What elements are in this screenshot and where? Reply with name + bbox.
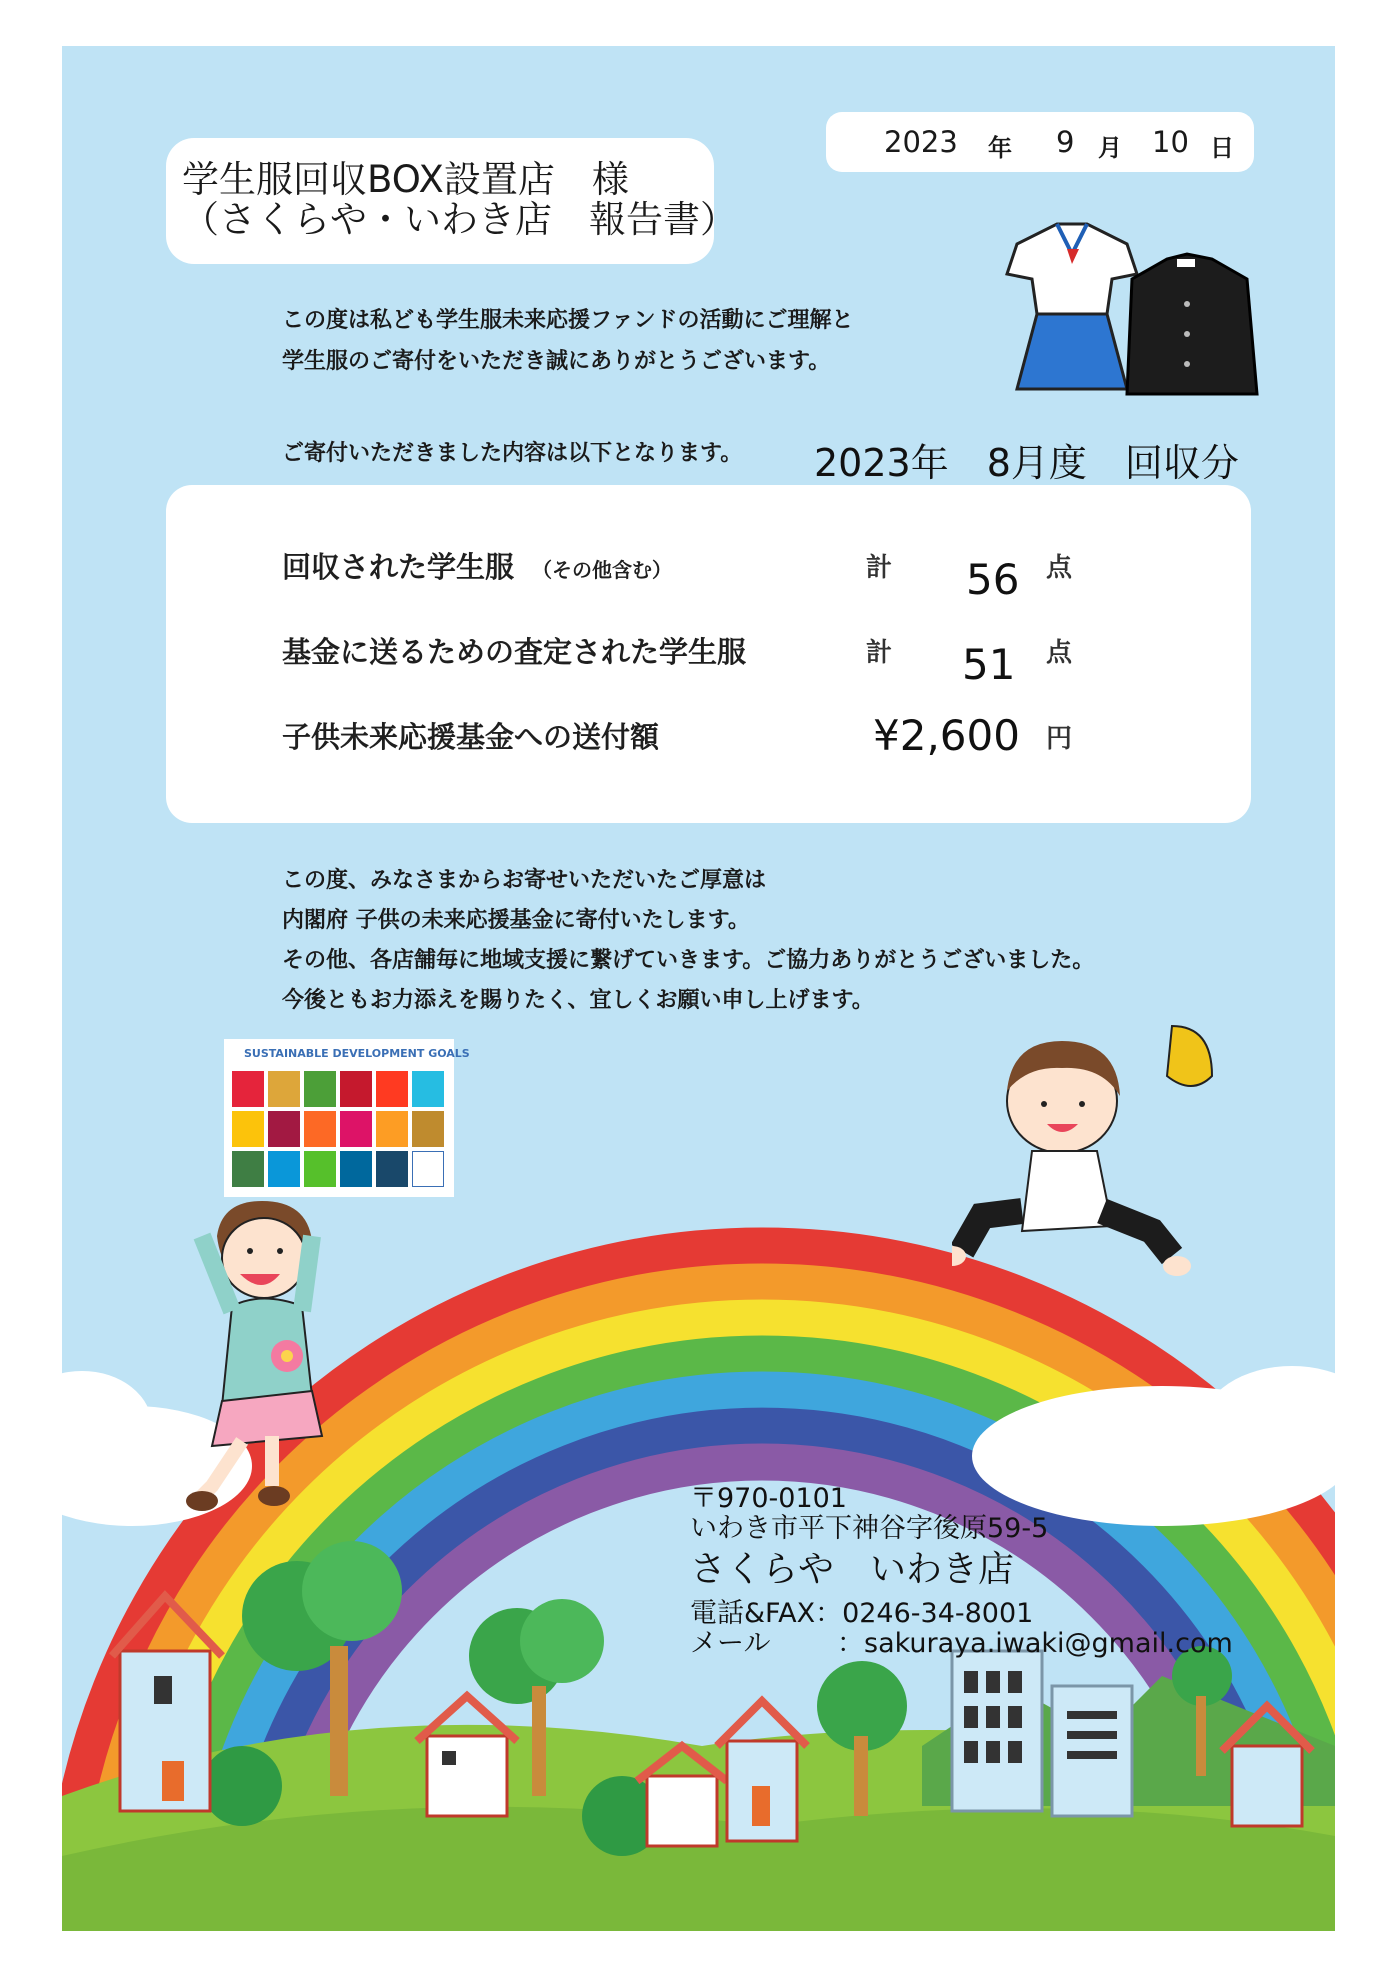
message-line-2: 内閣府 子供の未来応援基金に寄付いたします。 bbox=[282, 908, 750, 933]
date-year: 2023 bbox=[884, 125, 958, 159]
postal-code: 〒970-0101 bbox=[690, 1483, 847, 1514]
date-month: 9 bbox=[1056, 125, 1075, 159]
sdg-tile bbox=[268, 1111, 300, 1147]
summary-prefix: 計 bbox=[866, 553, 893, 583]
shop-address: いわき市平下神谷字後原59-5 bbox=[690, 1513, 1049, 1544]
sdg-tile bbox=[340, 1071, 372, 1107]
summary-value: 56 bbox=[966, 555, 1020, 604]
collection-period: 2023年 8月度 回収分 bbox=[814, 441, 1239, 485]
date-year-unit: 年 bbox=[988, 134, 1012, 162]
date-day-unit: 日 bbox=[1210, 134, 1234, 162]
summary-label: 基金に送るための査定された学生服 bbox=[282, 635, 747, 669]
sdg-tile bbox=[376, 1111, 408, 1147]
sdg-tile bbox=[268, 1071, 300, 1107]
summary-value: ¥2,600 bbox=[873, 711, 1020, 760]
summary-unit: 点 bbox=[1046, 638, 1073, 668]
summary-box bbox=[166, 485, 1251, 823]
sdg-tile bbox=[376, 1071, 408, 1107]
summary-label: 回収された学生服 （その他含む） bbox=[282, 550, 673, 584]
sdg-tile bbox=[376, 1151, 408, 1187]
sdg-tile bbox=[412, 1151, 444, 1187]
intro-line-3: ご寄付いただきました内容は以下となります。 bbox=[282, 441, 743, 466]
report-sheet bbox=[62, 46, 1335, 1931]
sdg-tile bbox=[304, 1111, 336, 1147]
report-subtitle: （さくらや・いわき店 報告書） bbox=[182, 198, 737, 241]
shop-name: さくらや いわき店 bbox=[690, 1549, 1015, 1590]
school-uniform-illustration bbox=[987, 204, 1267, 404]
date-month-unit: 月 bbox=[1098, 134, 1122, 162]
sdg-tile bbox=[304, 1071, 336, 1107]
report-title-box bbox=[166, 138, 737, 264]
sdg-tile bbox=[412, 1111, 444, 1147]
sdgs-grid bbox=[232, 1071, 448, 1189]
sdg-tile bbox=[412, 1071, 444, 1107]
sdg-tile bbox=[304, 1151, 336, 1187]
message-line-3: その他、各店舗毎に地域支援に繋げていきます。ご協力ありがとうございました。 bbox=[282, 948, 1095, 973]
report-title: 学生服回収BOX設置店 様 bbox=[182, 158, 629, 201]
intro-line-2: 学生服のご寄付をいただき誠にありがとうございます。 bbox=[282, 349, 831, 374]
sdg-tile bbox=[340, 1151, 372, 1187]
sdg-tile bbox=[232, 1071, 264, 1107]
summary-unit: 円 bbox=[1046, 724, 1073, 754]
sdg-tile bbox=[268, 1151, 300, 1187]
intro-line-1: この度は私ども学生服未来応援ファンドの活動にご理解と bbox=[282, 308, 854, 333]
summary-value: 51 bbox=[962, 640, 1016, 689]
sdgs-title: SUSTAINABLE DEVELOPMENT GOALS bbox=[244, 1047, 470, 1060]
report-date bbox=[826, 112, 1254, 172]
sdgs-logo bbox=[224, 1039, 470, 1197]
sdg-tile bbox=[232, 1151, 264, 1187]
message-line-4: 今後ともお力添えを賜りたく、宜しくお願い申し上げます。 bbox=[282, 988, 874, 1013]
date-day: 10 bbox=[1152, 125, 1189, 159]
summary-unit: 点 bbox=[1046, 553, 1073, 583]
mail-label: メール bbox=[690, 1628, 771, 1659]
phone-fax: 電話&FAX：0246-34-8001 bbox=[690, 1598, 1034, 1629]
summary-label: 子供未来応援基金への送付額 bbox=[282, 720, 660, 754]
boy-illustration bbox=[952, 1006, 1252, 1306]
message-line-1: この度、みなさまからお寄せいただいたご厚意は bbox=[282, 868, 767, 893]
girl-illustration bbox=[162, 1196, 372, 1526]
summary-prefix: 計 bbox=[866, 638, 893, 668]
sdg-tile bbox=[340, 1111, 372, 1147]
mail-address: ：sakuraya.iwaki@gmail.com bbox=[837, 1628, 1233, 1659]
sdg-tile bbox=[232, 1111, 264, 1147]
